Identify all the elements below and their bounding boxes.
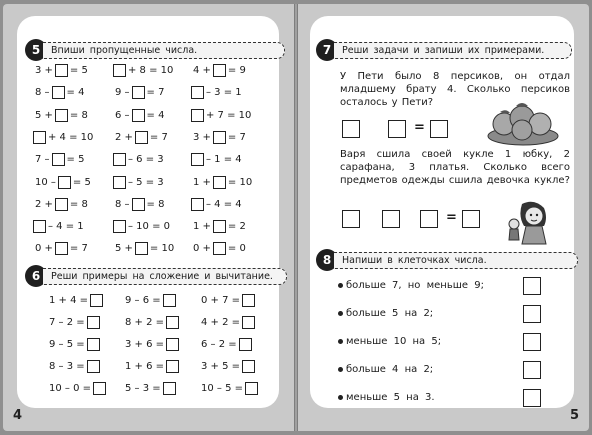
equation-part: – 4 = 4 (206, 198, 242, 210)
equation-part: 7 – (35, 154, 50, 166)
equals-sign: = (414, 120, 425, 135)
number-clue-item (338, 392, 435, 403)
answer-box[interactable] (213, 176, 226, 189)
answer-box[interactable] (242, 360, 255, 373)
answer-box[interactable] (93, 382, 106, 395)
answer-box[interactable] (523, 389, 541, 407)
arithmetic-example (47, 338, 100, 351)
missing-number-equation (33, 109, 90, 122)
missing-number-equation (33, 242, 90, 255)
equation-part: – 10 = 0 (128, 221, 171, 233)
arithmetic-example (123, 382, 176, 395)
task6-number: 6 (25, 265, 47, 287)
equation-part: + 7 = 10 (206, 109, 252, 121)
task8-title: Напиши в клеточках числа. (334, 252, 578, 269)
answer-box[interactable] (33, 131, 46, 144)
girl-with-doll-illustration (504, 200, 552, 246)
missing-number-equation (33, 131, 95, 144)
answer-box[interactable] (163, 382, 176, 395)
answer-box[interactable] (33, 220, 46, 233)
answer-box[interactable] (242, 294, 255, 307)
equation-part: = 5 (69, 65, 88, 76)
example-text: 8 – 3 = (49, 361, 85, 372)
peach-bowl-illustration (486, 100, 560, 146)
answer-box[interactable] (135, 242, 148, 255)
page-number-right: 5 (569, 408, 579, 423)
missing-number-equation (191, 86, 244, 99)
missing-number-equation (191, 64, 248, 77)
answer-box[interactable] (55, 198, 68, 211)
answer-box[interactable] (166, 338, 179, 351)
equation-part: + 8 = 10 (128, 65, 174, 76)
example-text: 0 + 7 = (201, 295, 241, 306)
equation-part: – 5 = 3 (128, 176, 164, 188)
answer-box[interactable] (52, 153, 65, 166)
example-text: 10 – 5 = (201, 383, 244, 394)
arithmetic-example (199, 382, 258, 395)
answer-box[interactable] (523, 305, 541, 323)
arithmetic-example (47, 294, 103, 307)
answer-box[interactable] (523, 277, 541, 295)
missing-number-equation (113, 109, 166, 122)
answer-box[interactable] (113, 64, 126, 77)
number-clue-item (338, 364, 433, 375)
equation-part: + 4 = 10 (48, 131, 94, 143)
missing-number-equation (113, 176, 166, 189)
answer-box[interactable] (58, 176, 71, 189)
answer-box[interactable] (382, 210, 400, 228)
answer-box[interactable] (55, 64, 68, 77)
answer-box[interactable] (242, 316, 255, 329)
example-text: 3 + 6 = (125, 339, 165, 350)
clue-text: меньше 10 на 5; (346, 336, 442, 347)
answer-box[interactable] (191, 198, 204, 211)
answer-box[interactable] (342, 210, 360, 228)
missing-number-equation (113, 131, 170, 144)
example-text: 9 – 5 = (49, 339, 85, 350)
equation-part: 8 – (115, 198, 130, 210)
equation-part: – 3 = 1 (206, 87, 242, 99)
answer-box[interactable] (55, 109, 68, 122)
equation-part: 2 + (35, 198, 53, 210)
arithmetic-example (199, 338, 252, 351)
number-clue-item (338, 280, 484, 291)
missing-number-equation (191, 131, 248, 144)
answer-box[interactable] (191, 86, 204, 99)
example-text: 3 + 5 = (201, 361, 241, 372)
answer-box[interactable] (191, 153, 204, 166)
equation-part: 5 + (115, 243, 133, 255)
task5-header (25, 40, 285, 60)
left-page (3, 4, 294, 431)
equation-part: 2 + (115, 131, 133, 143)
answer-box[interactable] (166, 360, 179, 373)
arithmetic-example (199, 294, 255, 307)
equation-part: 0 + (193, 243, 211, 255)
missing-number-equation (191, 220, 248, 233)
equation-part: = 8 (69, 198, 88, 210)
task7-header (316, 40, 572, 60)
equation-part: = 7 (146, 87, 165, 99)
answer-box[interactable] (191, 109, 204, 122)
example-text: 5 – 3 = (125, 383, 161, 394)
bullet-dot (338, 395, 343, 400)
answer-box[interactable] (213, 220, 226, 233)
answer-box[interactable] (132, 86, 145, 99)
missing-number-equation (113, 198, 166, 211)
missing-number-equation (33, 220, 86, 233)
equation-part: – 4 = 1 (48, 221, 84, 233)
task7-title: Реши задачи и запиши их примерами. (334, 42, 572, 59)
equals-sign: = (446, 210, 457, 225)
equation-part: = 7 (227, 131, 246, 143)
equation-part: – 1 = 4 (206, 154, 242, 166)
example-text: 10 – 0 = (49, 383, 92, 394)
answer-box[interactable] (52, 86, 65, 99)
arithmetic-example (123, 316, 179, 329)
task8-header (316, 250, 578, 270)
answer-box[interactable] (132, 198, 145, 211)
bullet-dot (338, 283, 343, 288)
missing-number-equation (113, 153, 166, 166)
equation-part: = 10 (227, 176, 253, 188)
example-text: 9 – 6 = (125, 295, 161, 306)
answer-box[interactable] (342, 120, 360, 138)
answer-box[interactable] (87, 360, 100, 373)
example-text: 1 + 4 = (49, 295, 89, 306)
missing-number-equation (113, 86, 166, 99)
answer-box[interactable] (388, 120, 406, 138)
example-text: 6 – 2 = (201, 339, 237, 350)
answer-box[interactable] (87, 338, 100, 351)
task5-number: 5 (25, 39, 47, 61)
equation-part: 5 + (35, 109, 53, 121)
equation-part: = 7 (149, 131, 168, 143)
arithmetic-example (123, 294, 176, 307)
equation-part: = 0 (227, 243, 246, 255)
missing-number-equation (33, 86, 86, 99)
answer-box[interactable] (113, 220, 126, 233)
example-text: 8 + 2 = (125, 317, 165, 328)
task8-number: 8 (316, 249, 338, 271)
missing-number-equation (33, 64, 90, 77)
answer-box[interactable] (245, 382, 258, 395)
answer-box[interactable] (462, 210, 480, 228)
task5-title: Впиши пропущенные числа. (43, 42, 285, 59)
answer-box[interactable] (113, 176, 126, 189)
answer-box[interactable] (132, 109, 145, 122)
arithmetic-example (199, 316, 255, 329)
equation-part: = 9 (227, 65, 246, 76)
number-clue-item (338, 336, 441, 347)
equation-part: 4 + (193, 65, 211, 76)
equation-part: 0 + (35, 243, 53, 255)
arithmetic-example (199, 360, 255, 373)
missing-number-equation (113, 64, 175, 77)
equation-part: 1 + (193, 221, 211, 233)
answer-box[interactable] (135, 131, 148, 144)
missing-number-equation (191, 198, 244, 211)
equation-part: = 10 (149, 243, 175, 255)
answer-box[interactable] (163, 294, 176, 307)
answer-box[interactable] (213, 64, 226, 77)
example-text: 1 + 6 = (125, 361, 165, 372)
equation-part: 1 + (193, 176, 211, 188)
missing-number-equation (33, 176, 93, 189)
bullet-dot (338, 367, 343, 372)
answer-box[interactable] (430, 120, 448, 138)
missing-number-equation (113, 242, 176, 255)
clue-text: больше 5 на 2; (346, 308, 434, 319)
arithmetic-example (47, 360, 100, 373)
example-text: 7 – 2 = (49, 317, 85, 328)
equation-part: = 2 (227, 221, 246, 233)
answer-box[interactable] (113, 153, 126, 166)
page-number-left: 4 (13, 408, 23, 423)
answer-box[interactable] (213, 242, 226, 255)
equation-part: = 4 (146, 109, 165, 121)
missing-number-equation (191, 242, 248, 255)
problem-peaches: У Пети было 8 персиков, он отдал младшему брату 4. Сколько персиков осталось у Пети? (340, 71, 570, 108)
equation-part: = 4 (66, 87, 85, 99)
clue-text: меньше 5 на 3. (346, 392, 435, 403)
equation-part: 6 – (115, 109, 130, 121)
clue-text: больше 7, но меньше 9; (346, 280, 484, 291)
equation-part: – 6 = 3 (128, 154, 164, 166)
number-clue-item (338, 308, 433, 319)
arithmetic-example (123, 360, 179, 373)
answer-box[interactable] (90, 294, 103, 307)
answer-box[interactable] (55, 242, 68, 255)
bullet-dot (338, 311, 343, 316)
equation-part: 3 + (193, 131, 211, 143)
answer-box[interactable] (166, 316, 179, 329)
answer-box[interactable] (87, 316, 100, 329)
bullet-dot (338, 339, 343, 344)
task6-title: Реши примеры на сложение и вычитание. (43, 268, 287, 285)
answer-box[interactable] (523, 361, 541, 379)
equation-part: 3 + (35, 65, 53, 76)
equation-part: = 7 (69, 243, 88, 255)
equation-part: = 5 (66, 154, 85, 166)
missing-number-equation (33, 198, 90, 211)
equation-part: 9 – (115, 87, 130, 99)
answer-box[interactable] (420, 210, 438, 228)
example-text: 4 + 2 = (201, 317, 241, 328)
right-page (298, 4, 589, 431)
arithmetic-example (47, 382, 106, 395)
task6-header (25, 266, 287, 286)
answer-box[interactable] (239, 338, 252, 351)
equation-part: 8 – (35, 87, 50, 99)
missing-number-equation (191, 176, 254, 189)
task7-number: 7 (316, 39, 338, 61)
missing-number-equation (191, 109, 253, 122)
answer-box[interactable] (523, 333, 541, 351)
missing-number-equation (113, 220, 172, 233)
missing-number-equation (33, 153, 86, 166)
equation-part: = 5 (72, 176, 91, 188)
answer-box[interactable] (213, 131, 226, 144)
problem-doll-clothes: Варя сшила своей кукле 1 юбку, 2 сарафана, 3 платья. Сколько всего предметов одежды сшила девочка кукле? (340, 149, 570, 186)
equation-part: = 8 (69, 109, 88, 121)
clue-text: больше 4 на 2; (346, 364, 434, 375)
arithmetic-example (123, 338, 179, 351)
arithmetic-example (47, 316, 100, 329)
equation-part: = 8 (146, 198, 165, 210)
missing-number-equation (191, 153, 244, 166)
equation-part: 10 – (35, 176, 56, 188)
